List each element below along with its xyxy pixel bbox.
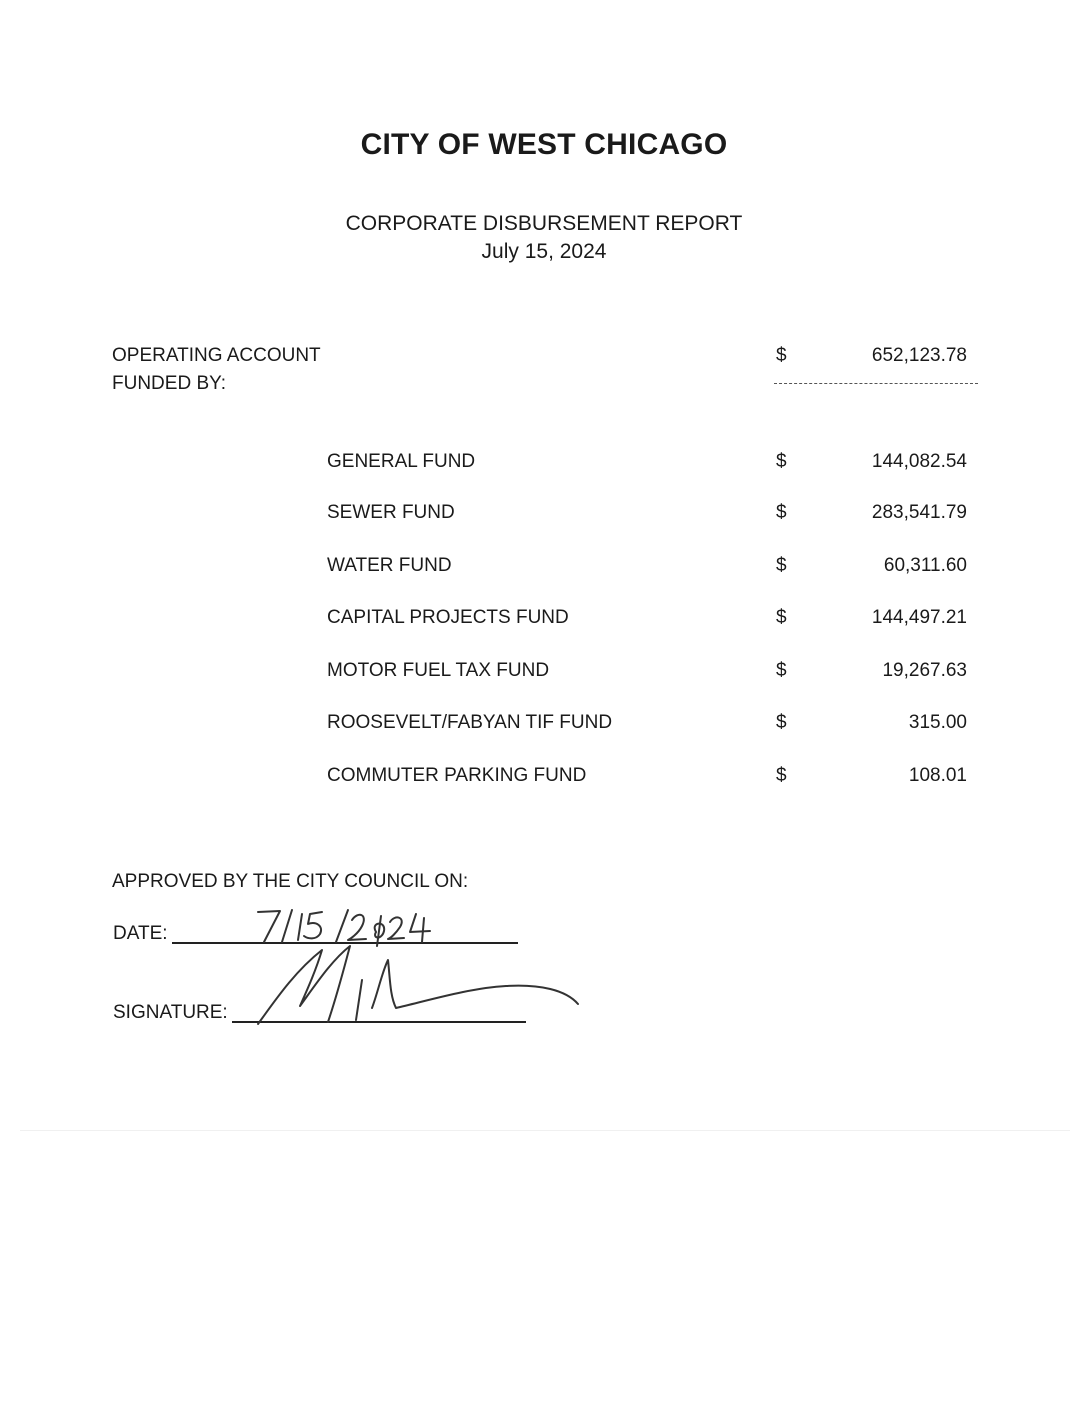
operating-amount: 652,123.78 (871, 345, 967, 366)
fund-currency: $ (776, 712, 787, 733)
operating-account-label: OPERATING ACCOUNT (112, 345, 321, 366)
fund-name: WATER FUND (327, 555, 452, 576)
fund-amount: 315.00 (908, 712, 967, 733)
fund-name: GENERAL FUND (327, 451, 476, 472)
funded-by-label: FUNDED BY: (112, 373, 227, 394)
signature-label: SIGNATURE: (113, 1002, 228, 1023)
dashed-divider (774, 383, 978, 384)
fund-name: MOTOR FUEL TAX FUND (327, 660, 550, 681)
page-title: CITY OF WEST CHICAGO (360, 128, 728, 161)
operating-currency: $ (776, 345, 787, 366)
fund-amount: 144,497.21 (871, 607, 967, 628)
fund-amount: 19,267.63 (882, 660, 967, 681)
fund-currency: $ (776, 555, 787, 576)
scan-artifact-line (20, 1130, 1070, 1131)
fund-amount: 144,082.54 (871, 451, 967, 472)
fund-currency: $ (776, 607, 787, 628)
fund-currency: $ (776, 502, 787, 523)
report-date: July 15, 2024 (481, 240, 607, 263)
fund-currency: $ (776, 765, 787, 786)
fund-amount: 108.01 (908, 765, 967, 786)
fund-name: COMMUTER PARKING FUND (327, 765, 587, 786)
signature-image (250, 944, 590, 1028)
date-label: DATE: (113, 923, 168, 944)
fund-name: CAPITAL PROJECTS FUND (327, 607, 569, 628)
fund-amount: 60,311.60 (883, 555, 967, 576)
report-title: CORPORATE DISBURSEMENT REPORT (345, 212, 743, 235)
fund-currency: $ (776, 660, 787, 681)
report-header (0, 210, 1088, 266)
fund-amount: 283,541.79 (871, 502, 967, 523)
fund-name: ROOSEVELT/FABYAN TIF FUND (327, 712, 613, 733)
approval-heading: APPROVED BY THE CITY COUNCIL ON: (112, 871, 469, 892)
fund-name: SEWER FUND (327, 502, 455, 523)
fund-currency: $ (776, 451, 787, 472)
